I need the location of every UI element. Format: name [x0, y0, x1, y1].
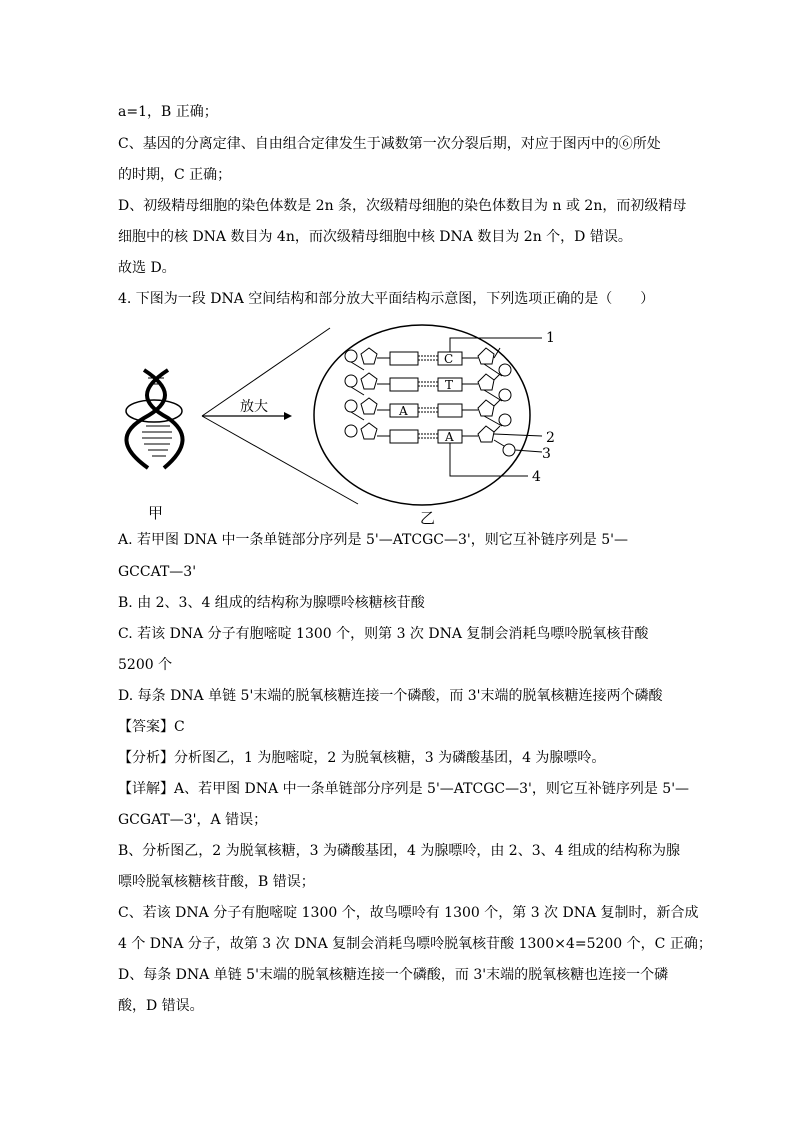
- analysis: 【分析】分析图乙，1 为胞嘧啶，2 为脱氧核糖，3 为磷酸基团，4 为腺嘌呤。: [118, 750, 606, 766]
- text-line: 的时期，C 正确；: [118, 167, 232, 183]
- option-c-cont: 5200 个: [118, 657, 173, 673]
- text-line: a=1，B 正确；: [118, 104, 218, 120]
- callout-1: 1: [546, 330, 555, 346]
- option-a-cont: GCCAT—3': [118, 564, 197, 580]
- detail-line: C、若该 DNA 分子有胞嘧啶 1300 个，故鸟嘌呤有 1300 个，第 3 次 DNA 复制时，新合成: [118, 905, 699, 921]
- option-a: A. 若甲图 DNA 中一条单链部分序列是 5'—ATCGC—3'，则它互补链序列是 5'—: [118, 532, 628, 548]
- detail-line: 【详解】A、若甲图 DNA 中一条单链部分序列是 5'—ATCGC—3'，则它互补链序列是 5'—: [118, 781, 690, 797]
- callout-2: 2: [546, 430, 555, 446]
- detail-line: B、分析图乙，2 为脱氧核糖，3 为磷酸基团，4 为腺嘌呤，由 2、3、4 组成的结构称为腺: [118, 843, 680, 859]
- base-right-1: C: [444, 352, 454, 366]
- answer: 【答案】C: [118, 719, 185, 735]
- option-c: C. 若该 DNA 分子有胞嘧啶 1300 个，则第 3 次 DNA 复制会消耗鸟嘌呤脱氧核苷酸: [118, 626, 649, 642]
- arrow-label: 放大: [240, 399, 268, 415]
- text-line: 细胞中的核 DNA 数目为 4n，而次级精母细胞中核 DNA 数目为 2n 个，D 错误。: [118, 229, 632, 245]
- detail-line: 4 个 DNA 分子，故第 3 次 DNA 复制会消耗鸟嘌呤脱氧核苷酸 1300×4=5200 个，C 正确；: [118, 936, 712, 952]
- detail-line: 酸，D 错误。: [118, 998, 204, 1014]
- double-helix-icon: [126, 370, 183, 468]
- base-right-2: T: [445, 378, 454, 392]
- label-yi: 乙: [420, 509, 436, 527]
- callout-4: 4: [532, 469, 541, 485]
- question-title: 4. 下图为一段 DNA 空间结构和部分放大平面结构示意图，下列选项正确的是（ ）: [118, 291, 655, 307]
- detail-line: 嘌呤脱氧核糖核苷酸，B 错误；: [118, 874, 315, 890]
- detail-line: GCGAT—3'，A 错误；: [118, 812, 268, 828]
- base-right-4: A: [445, 430, 454, 444]
- detail-line: D、每条 DNA 单链 5'末端的脱氧核糖连接一个磷酸，而 3'末端的脱氧核糖也连接一个磷: [118, 967, 669, 983]
- option-d: D. 每条 DNA 单链 5'末端的脱氧核糖连接一个磷酸，而 3'末端的脱氧核糖连接两个磷酸: [118, 688, 663, 704]
- text-line: C、基因的分离定律、自由组合定律发生于减数第一次分裂后期，对应于图丙中的⑥所处: [118, 136, 661, 152]
- option-b: B. 由 2、3、4 组成的结构称为腺嘌呤核糖核苷酸: [118, 595, 425, 611]
- base-left-3: A: [399, 404, 408, 418]
- text-line: D、初级精母细胞的染色体数是 2n 条，次级精母细胞的染色体数目为 n 或 2n，而初级精母: [118, 198, 687, 214]
- text-line: 故选 D。: [118, 260, 176, 276]
- label-jia: 甲: [148, 504, 164, 522]
- dna-figure: [118, 318, 558, 532]
- callout-3: 3: [542, 446, 551, 462]
